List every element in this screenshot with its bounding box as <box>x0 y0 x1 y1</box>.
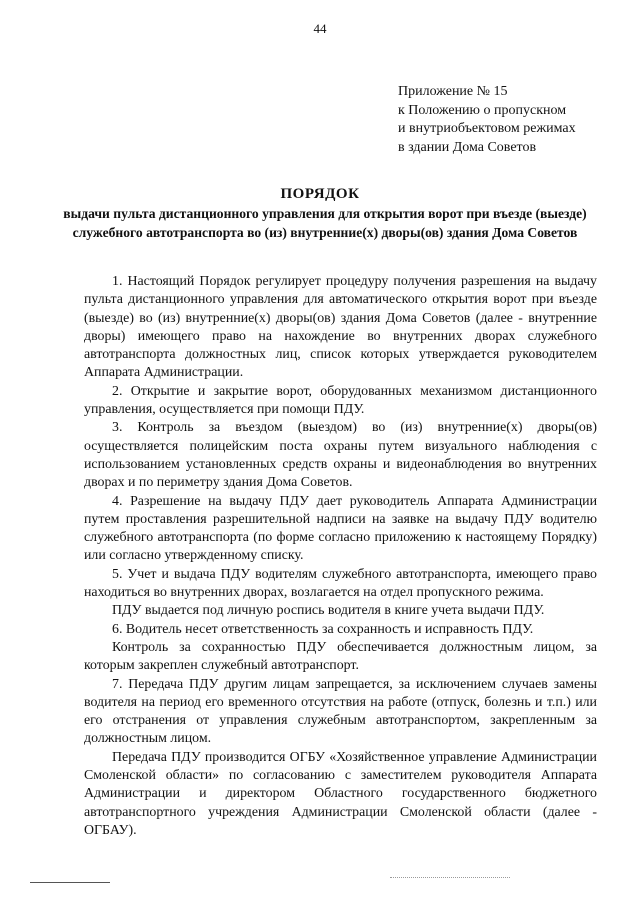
paragraph: 7. Передача ПДУ другим лицам запрещается, за исключением случаев замены водителя на период его временного отсутствия на работе (отпуск, болезнь и т.п.) или его отстранения от управления служебным автотранспортом, закрепленным за должностным лицом. <box>84 676 597 747</box>
footer-rule <box>30 882 110 883</box>
page-number: 44 <box>313 21 327 36</box>
paragraph: 3. Контроль за въездом (выездом) во (из) внутренние(х) дворы(ов) осуществляется полицейским поста охраны путем визуального наблюдения с использованием установленных средств охраны и видеонаблюдения во внутренних дворах и по периметру здания Дома Советов. <box>84 420 597 491</box>
paragraph: ПДУ выдается под личную роспись водителя в книге учета выдачи ПДУ. <box>112 603 545 619</box>
document-subtitle: выдачи пульта дистанционного управления для открытия ворот при въезде (выезде) служебного автотранспорта во (из) внутренние(х) дворы(ов) здания Дома Советов <box>63 206 587 240</box>
paragraph: 4. Разрешение на выдачу ПДУ дает руководитель Аппарата Администрации путем проставления разрешительной надписи на заявке на выдачу ПДУ водителю служебного автотранспорта (по форме согласно приложению к настоящему Порядку) или согласно утвержденному списку. <box>84 493 597 564</box>
appendix-line: к Положению о пропускном <box>398 102 567 118</box>
appendix-line: Приложение № 15 <box>398 84 508 99</box>
document-body <box>84 273 597 840</box>
scan-artifact-dots <box>390 877 510 882</box>
paragraph: 5. Учет и выдача ПДУ водителям служебного автотранспорта, имеющего право находиться во внутренних дворах, возлагается на отдел пропускного режима. <box>84 566 597 601</box>
paragraph: 2. Открытие и закрытие ворот, оборудованных механизмом дистанционного управления, осуществляется при помощи ПДУ. <box>84 383 597 418</box>
paragraph: Контроль за сохранностью ПДУ обеспечивается должностным лицом, за которым закреплен служебный автотранспорт. <box>84 639 597 674</box>
appendix-line: и внутриобъектовом режимах <box>398 121 576 137</box>
paragraph: 1. Настоящий Порядок регулирует процедуру получения разрешения на выдачу пульта дистанционного управления для автоматического открытия ворот при въезде (выезде) во (из) внутренние(х) дворы(ов) здания Дома Советов (далее - внутренние дворы) имеющего право на нахождение во внутренних дворах служебного автотранспорта должностных лиц, список которых утверждается руководителем Аппарата Администрации. <box>84 274 597 381</box>
paragraph: 6. Водитель несет ответственность за сохранность и исправность ПДУ. <box>112 621 534 637</box>
paragraph: Передача ПДУ производится ОГБУ «Хозяйственное управление Администрации Смоленской области» по согласованию с заместителем руководителя Аппарата Администрации и директором Областного государственного бюджетного автотранспортного учреждения Администрации Смоленской области (далее - ОГБАУ). <box>84 749 597 838</box>
appendix-reference <box>398 83 628 157</box>
document-title: ПОРЯДОК <box>280 186 360 202</box>
appendix-line: в здании Дома Советов <box>398 139 537 155</box>
